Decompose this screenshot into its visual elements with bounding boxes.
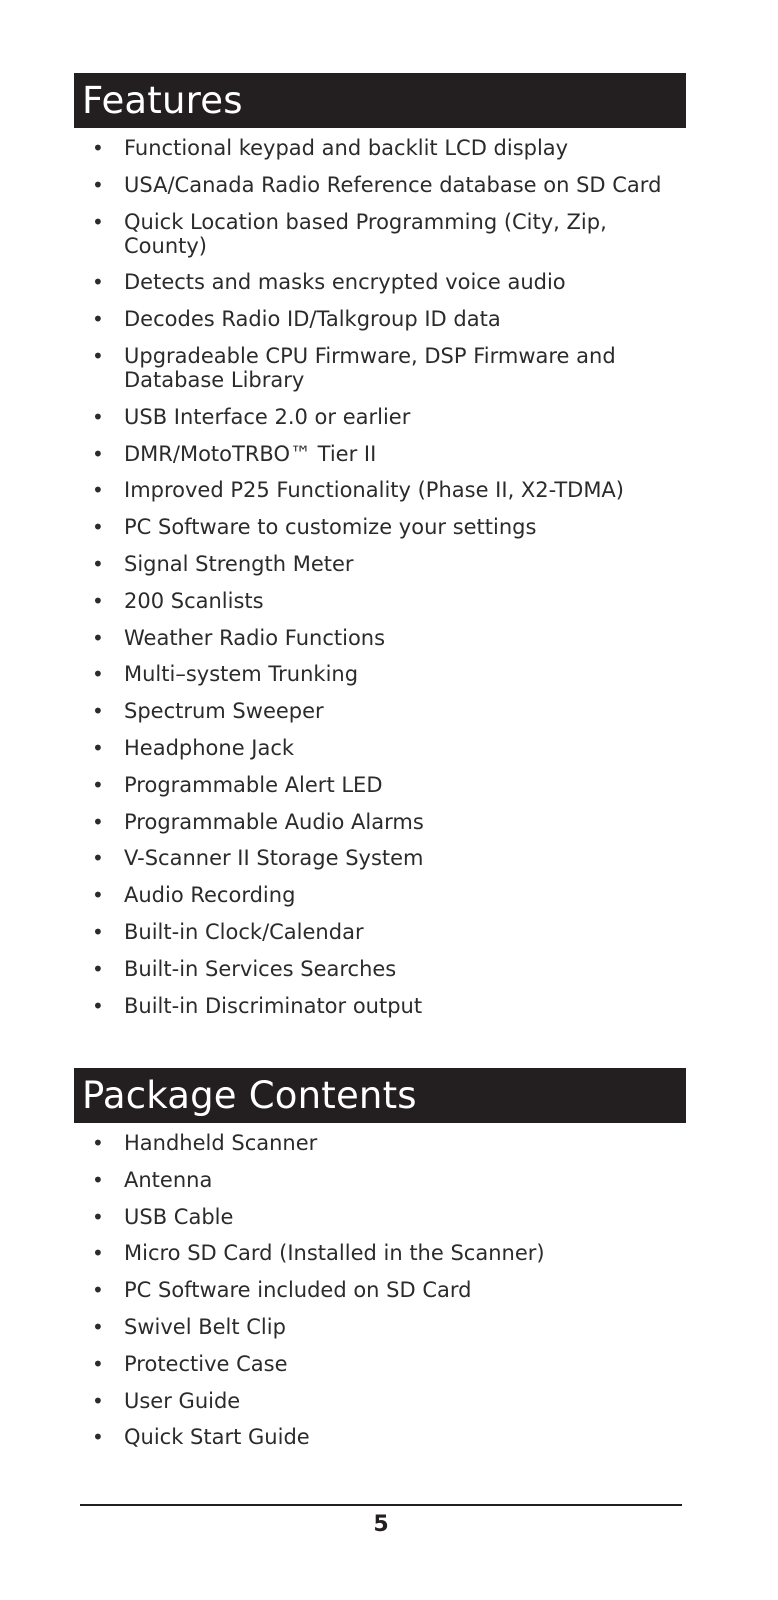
bullet-icon: • [92, 1241, 104, 1266]
list-item [0, 1241, 684, 1265]
list-item-text: Micro SD Card (Installed in the Scanner) [124, 1241, 545, 1266]
list-item [0, 478, 684, 502]
list-item [0, 1315, 684, 1339]
bullet-icon: • [92, 270, 104, 295]
list-item-text: V-Scanner II Storage System [124, 846, 424, 871]
bullet-icon: • [92, 588, 104, 613]
bullet-icon: • [92, 846, 104, 871]
list-item-text: Built-in Services Searches [124, 956, 397, 981]
bullet-icon: • [92, 809, 104, 834]
bullet-icon: • [92, 172, 104, 197]
page-number: 5 [373, 1512, 389, 1537]
list-item-text: Spectrum Sweeper [124, 699, 324, 724]
bullet-icon: • [92, 551, 104, 576]
bullet-icon: • [92, 441, 104, 466]
package-contents-list [0, 1131, 684, 1462]
bullet-icon: • [92, 1314, 104, 1339]
list-item [0, 1168, 684, 1192]
list-item [0, 846, 684, 870]
list-item [0, 994, 684, 1018]
list-item [0, 1131, 684, 1155]
list-item [0, 662, 684, 686]
bullet-icon: • [92, 404, 104, 429]
list-item [0, 307, 684, 331]
list-item-text: 200 Scanlists [124, 588, 264, 613]
list-item [0, 173, 684, 197]
features-list [0, 136, 684, 1030]
list-item-text: Protective Case [124, 1351, 288, 1376]
list-item-text: PC Software to customize your settings [124, 515, 537, 540]
bullet-icon: • [92, 883, 104, 908]
bullet-icon: • [92, 772, 104, 797]
footer-divider [80, 1504, 682, 1506]
bullet-icon: • [92, 1388, 104, 1413]
bullet-icon: • [92, 625, 104, 650]
list-item-text: Upgradeable CPU Firmware, DSP Firmware and Database Library [124, 343, 616, 392]
list-item [0, 442, 684, 466]
list-item-text: Detects and masks encrypted voice audio [124, 270, 566, 295]
bullet-icon: • [92, 1278, 104, 1303]
list-item [0, 552, 684, 576]
list-item-text: Quick Location based Programming (City, Zip, County) [124, 209, 607, 258]
bullet-icon: • [92, 735, 104, 760]
list-item-text: Improved P25 Functionality (Phase II, X2-TDMA) [124, 478, 624, 503]
bullet-icon: • [92, 478, 104, 503]
list-item-text: Built-in Clock/Calendar [124, 919, 364, 944]
bullet-icon: • [92, 1351, 104, 1376]
list-item [0, 344, 654, 392]
list-item-text: Programmable Audio Alarms [124, 809, 424, 834]
list-item-text: Audio Recording [124, 883, 296, 908]
features-heading: Features [74, 73, 686, 128]
bullet-icon: • [92, 662, 104, 687]
list-item-text: Multi–system Trunking [124, 662, 359, 687]
bullet-icon: • [92, 515, 104, 540]
bullet-icon: • [92, 1204, 104, 1229]
list-item-text: Signal Strength Meter [124, 551, 354, 576]
list-item-text: USB Cable [124, 1204, 234, 1229]
list-item [0, 810, 684, 834]
list-item [0, 1352, 684, 1376]
list-item-text: PC Software included on SD Card [124, 1278, 472, 1303]
list-item [0, 589, 684, 613]
list-item [0, 883, 684, 907]
bullet-icon: • [92, 1167, 104, 1192]
list-item [0, 626, 684, 650]
list-item [0, 136, 684, 160]
list-item [0, 1278, 684, 1302]
list-item-text: Antenna [124, 1167, 213, 1192]
list-item [0, 270, 684, 294]
list-item [0, 405, 684, 429]
bullet-icon: • [92, 307, 104, 332]
list-item-text: DMR/MotoTRBO™ Tier II [124, 441, 377, 466]
bullet-icon: • [92, 956, 104, 981]
list-item-text: Weather Radio Functions [124, 625, 386, 650]
list-item [0, 773, 684, 797]
bullet-icon: • [92, 343, 104, 368]
bullet-icon: • [92, 136, 104, 160]
list-item-text: Functional keypad and backlit LCD display [124, 136, 569, 160]
package-contents-heading: Package Contents [74, 1068, 686, 1123]
list-item [0, 957, 684, 981]
bullet-icon: • [92, 1131, 104, 1155]
list-item [0, 736, 684, 760]
list-item-text: USA/Canada Radio Reference database on SD Card [124, 172, 662, 197]
list-item [0, 1389, 684, 1413]
list-item-text: User Guide [124, 1388, 241, 1413]
list-item [0, 1425, 684, 1449]
bullet-icon: • [92, 699, 104, 724]
list-item-text: Decodes Radio ID/Talkgroup ID data [124, 307, 501, 332]
list-item-text: USB Interface 2.0 or earlier [124, 404, 411, 429]
bullet-icon: • [92, 209, 104, 234]
list-item-text: Handheld Scanner [124, 1131, 318, 1155]
bullet-icon: • [92, 993, 104, 1018]
list-item [0, 699, 684, 723]
list-item [0, 1205, 684, 1229]
bullet-icon: • [92, 919, 104, 944]
list-item [0, 210, 654, 258]
list-item [0, 515, 684, 539]
list-item [0, 920, 684, 944]
bullet-icon: • [92, 1425, 104, 1450]
list-item-text: Swivel Belt Clip [124, 1314, 286, 1339]
list-item-text: Quick Start Guide [124, 1425, 310, 1450]
list-item-text: Headphone Jack [124, 735, 295, 760]
list-item-text: Programmable Alert LED [124, 772, 383, 797]
list-item-text: Built-in Discriminator output [124, 993, 423, 1018]
